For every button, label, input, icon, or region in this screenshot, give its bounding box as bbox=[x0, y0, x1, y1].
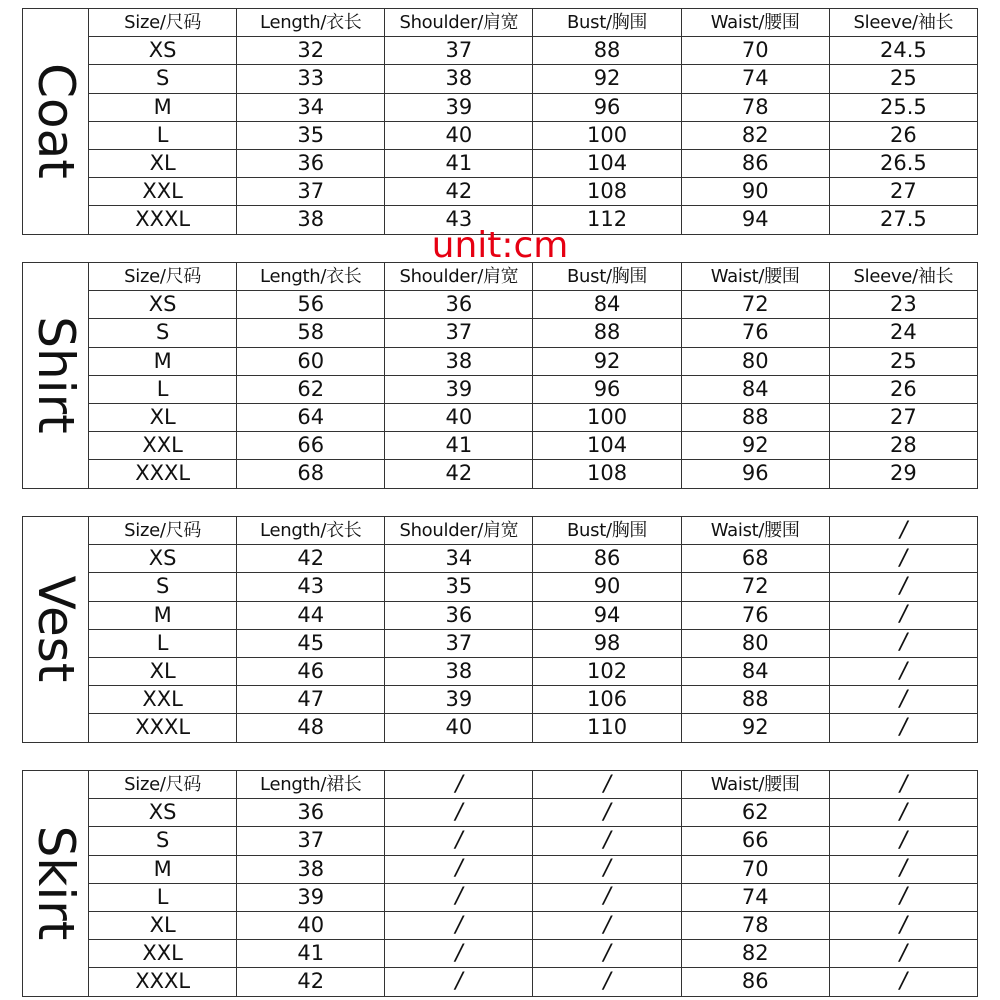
table-row bbox=[23, 149, 978, 177]
size-cell: S bbox=[89, 573, 237, 601]
value-cell: 40 bbox=[385, 121, 533, 149]
value-cell: 88 bbox=[681, 403, 829, 431]
table-row bbox=[23, 601, 978, 629]
size-table-vest bbox=[22, 516, 978, 743]
value-cell: 70 bbox=[681, 855, 829, 883]
value-cell: 37 bbox=[237, 178, 385, 206]
value-cell: / bbox=[829, 629, 977, 657]
column-header: Shoulder/肩宽 bbox=[385, 9, 533, 37]
table-row bbox=[23, 629, 978, 657]
value-cell: 64 bbox=[237, 403, 385, 431]
value-cell: 39 bbox=[385, 375, 533, 403]
value-cell: / bbox=[533, 827, 681, 855]
size-cell: XS bbox=[89, 37, 237, 65]
value-cell: / bbox=[385, 968, 533, 996]
size-cell: L bbox=[89, 883, 237, 911]
value-cell: 47 bbox=[237, 686, 385, 714]
value-cell: 82 bbox=[681, 940, 829, 968]
value-cell: 80 bbox=[681, 347, 829, 375]
value-cell: 88 bbox=[533, 37, 681, 65]
column-header: Size/尺码 bbox=[89, 263, 237, 291]
column-header: / bbox=[829, 517, 977, 545]
value-cell: 35 bbox=[385, 573, 533, 601]
table-row bbox=[23, 93, 978, 121]
value-cell: 96 bbox=[681, 460, 829, 488]
value-cell: 25 bbox=[829, 65, 977, 93]
value-cell: / bbox=[829, 968, 977, 996]
value-cell: 94 bbox=[533, 601, 681, 629]
size-cell: XL bbox=[89, 149, 237, 177]
value-cell: / bbox=[829, 883, 977, 911]
size-cell: XS bbox=[89, 545, 237, 573]
value-cell: / bbox=[829, 686, 977, 714]
value-cell: 45 bbox=[237, 629, 385, 657]
value-cell: 80 bbox=[681, 629, 829, 657]
value-cell: 102 bbox=[533, 657, 681, 685]
table-row bbox=[23, 686, 978, 714]
size-cell: XXL bbox=[89, 178, 237, 206]
table-row bbox=[23, 432, 978, 460]
value-cell: 82 bbox=[681, 121, 829, 149]
value-cell: 36 bbox=[385, 291, 533, 319]
value-cell: 86 bbox=[681, 149, 829, 177]
size-cell: M bbox=[89, 601, 237, 629]
value-cell: 92 bbox=[533, 65, 681, 93]
size-cell: XL bbox=[89, 657, 237, 685]
garment-label: Skirt bbox=[26, 825, 85, 941]
value-cell: 34 bbox=[385, 545, 533, 573]
garment-label-cell bbox=[23, 263, 89, 489]
size-cell: XXXL bbox=[89, 968, 237, 996]
value-cell: 40 bbox=[385, 403, 533, 431]
value-cell: / bbox=[385, 827, 533, 855]
table-row bbox=[23, 714, 978, 742]
value-cell: 100 bbox=[533, 403, 681, 431]
value-cell: 48 bbox=[237, 714, 385, 742]
value-cell: 34 bbox=[237, 93, 385, 121]
value-cell: 38 bbox=[237, 855, 385, 883]
value-cell: 37 bbox=[385, 319, 533, 347]
value-cell: 39 bbox=[237, 883, 385, 911]
value-cell: 86 bbox=[533, 545, 681, 573]
value-cell: 40 bbox=[385, 714, 533, 742]
value-cell: 26 bbox=[829, 375, 977, 403]
value-cell: / bbox=[385, 940, 533, 968]
value-cell: 76 bbox=[681, 601, 829, 629]
value-cell: 26.5 bbox=[829, 149, 977, 177]
value-cell: 62 bbox=[681, 799, 829, 827]
value-cell: / bbox=[533, 940, 681, 968]
column-header: Bust/胸围 bbox=[533, 263, 681, 291]
garment-label: Vest bbox=[26, 575, 85, 683]
value-cell: 33 bbox=[237, 65, 385, 93]
value-cell: 110 bbox=[533, 714, 681, 742]
value-cell: 104 bbox=[533, 149, 681, 177]
column-header: Waist/腰围 bbox=[681, 517, 829, 545]
table-row bbox=[23, 545, 978, 573]
table-row bbox=[23, 657, 978, 685]
size-table-shirt bbox=[22, 262, 978, 489]
value-cell: / bbox=[385, 911, 533, 939]
value-cell: 98 bbox=[533, 629, 681, 657]
value-cell: 25 bbox=[829, 347, 977, 375]
garment-label: Shirt bbox=[26, 316, 85, 434]
value-cell: 36 bbox=[385, 601, 533, 629]
column-header: Sleeve/袖长 bbox=[829, 9, 977, 37]
table-row bbox=[23, 121, 978, 149]
table-header-row bbox=[23, 9, 978, 37]
table-row bbox=[23, 855, 978, 883]
value-cell: 100 bbox=[533, 121, 681, 149]
garment-label: Coat bbox=[26, 63, 85, 180]
value-cell: 25.5 bbox=[829, 93, 977, 121]
value-cell: 92 bbox=[681, 432, 829, 460]
value-cell: 23 bbox=[829, 291, 977, 319]
value-cell: 106 bbox=[533, 686, 681, 714]
value-cell: / bbox=[385, 799, 533, 827]
value-cell: 41 bbox=[385, 432, 533, 460]
unit-label: unit:cm bbox=[431, 225, 569, 266]
value-cell: / bbox=[829, 940, 977, 968]
value-cell: 66 bbox=[681, 827, 829, 855]
table-row bbox=[23, 940, 978, 968]
size-cell: XXXL bbox=[89, 206, 237, 234]
size-cell: XXL bbox=[89, 686, 237, 714]
table-row bbox=[23, 319, 978, 347]
value-cell: / bbox=[533, 968, 681, 996]
size-cell: XXL bbox=[89, 432, 237, 460]
column-header: Shoulder/肩宽 bbox=[385, 517, 533, 545]
value-cell: 44 bbox=[237, 601, 385, 629]
size-table-coat bbox=[22, 8, 978, 235]
size-cell: L bbox=[89, 629, 237, 657]
table-header-row bbox=[23, 771, 978, 799]
value-cell: 92 bbox=[681, 714, 829, 742]
table-row bbox=[23, 403, 978, 431]
table-row bbox=[23, 347, 978, 375]
size-cell: M bbox=[89, 347, 237, 375]
table-row bbox=[23, 65, 978, 93]
value-cell: 46 bbox=[237, 657, 385, 685]
value-cell: 68 bbox=[681, 545, 829, 573]
value-cell: 86 bbox=[681, 968, 829, 996]
column-header: / bbox=[829, 771, 977, 799]
value-cell: 62 bbox=[237, 375, 385, 403]
size-cell: XXXL bbox=[89, 714, 237, 742]
column-header: Length/裙长 bbox=[237, 771, 385, 799]
value-cell: 74 bbox=[681, 883, 829, 911]
value-cell: 90 bbox=[533, 573, 681, 601]
value-cell: / bbox=[533, 883, 681, 911]
value-cell: 37 bbox=[237, 827, 385, 855]
value-cell: 42 bbox=[385, 178, 533, 206]
value-cell: / bbox=[533, 855, 681, 883]
value-cell: 28 bbox=[829, 432, 977, 460]
value-cell: 40 bbox=[237, 911, 385, 939]
column-header: / bbox=[385, 771, 533, 799]
table-row bbox=[23, 799, 978, 827]
value-cell: 56 bbox=[237, 291, 385, 319]
value-cell: 66 bbox=[237, 432, 385, 460]
table-row bbox=[23, 460, 978, 488]
value-cell: 92 bbox=[533, 347, 681, 375]
value-cell: 84 bbox=[681, 657, 829, 685]
table-header-row bbox=[23, 517, 978, 545]
value-cell: 88 bbox=[681, 686, 829, 714]
value-cell: 74 bbox=[681, 65, 829, 93]
column-header: Size/尺码 bbox=[89, 517, 237, 545]
table-row bbox=[23, 37, 978, 65]
size-cell: S bbox=[89, 319, 237, 347]
value-cell: 60 bbox=[237, 347, 385, 375]
garment-label-cell bbox=[23, 771, 89, 997]
value-cell: / bbox=[829, 601, 977, 629]
column-header: / bbox=[533, 771, 681, 799]
table-row bbox=[23, 375, 978, 403]
column-header: Waist/腰围 bbox=[681, 263, 829, 291]
column-header: Bust/胸围 bbox=[533, 517, 681, 545]
value-cell: 26 bbox=[829, 121, 977, 149]
value-cell: / bbox=[385, 883, 533, 911]
value-cell: 88 bbox=[533, 319, 681, 347]
value-cell: 72 bbox=[681, 573, 829, 601]
size-cell: XS bbox=[89, 291, 237, 319]
value-cell: / bbox=[829, 545, 977, 573]
value-cell: 38 bbox=[385, 65, 533, 93]
value-cell: 38 bbox=[385, 347, 533, 375]
value-cell: 96 bbox=[533, 93, 681, 121]
value-cell: 37 bbox=[385, 629, 533, 657]
size-cell: L bbox=[89, 375, 237, 403]
value-cell: / bbox=[829, 799, 977, 827]
value-cell: 78 bbox=[681, 911, 829, 939]
size-cell: S bbox=[89, 827, 237, 855]
value-cell: 42 bbox=[237, 545, 385, 573]
value-cell: 76 bbox=[681, 319, 829, 347]
value-cell: 104 bbox=[533, 432, 681, 460]
garment-label-cell bbox=[23, 517, 89, 743]
value-cell: 94 bbox=[681, 206, 829, 234]
value-cell: 84 bbox=[681, 375, 829, 403]
value-cell: 27 bbox=[829, 403, 977, 431]
column-header: Size/尺码 bbox=[89, 771, 237, 799]
table-row bbox=[23, 827, 978, 855]
table-row bbox=[23, 911, 978, 939]
value-cell: 112 bbox=[533, 206, 681, 234]
table-row bbox=[23, 968, 978, 996]
size-cell: XXXL bbox=[89, 460, 237, 488]
value-cell: / bbox=[533, 799, 681, 827]
table-row bbox=[23, 573, 978, 601]
value-cell: 96 bbox=[533, 375, 681, 403]
value-cell: 24.5 bbox=[829, 37, 977, 65]
column-header: Shoulder/肩宽 bbox=[385, 263, 533, 291]
value-cell: 72 bbox=[681, 291, 829, 319]
value-cell: 108 bbox=[533, 178, 681, 206]
value-cell: 42 bbox=[385, 460, 533, 488]
garment-label-cell bbox=[23, 9, 89, 235]
column-header: Waist/腰围 bbox=[681, 9, 829, 37]
size-cell: M bbox=[89, 855, 237, 883]
value-cell: 27.5 bbox=[829, 206, 977, 234]
size-cell: M bbox=[89, 93, 237, 121]
value-cell: 90 bbox=[681, 178, 829, 206]
column-header: Bust/胸围 bbox=[533, 9, 681, 37]
table-row bbox=[23, 883, 978, 911]
value-cell: 37 bbox=[385, 37, 533, 65]
column-header: Waist/腰围 bbox=[681, 771, 829, 799]
size-table-skirt bbox=[22, 770, 978, 997]
value-cell: 39 bbox=[385, 93, 533, 121]
value-cell: 78 bbox=[681, 93, 829, 121]
value-cell: / bbox=[829, 714, 977, 742]
value-cell: / bbox=[533, 911, 681, 939]
value-cell: 38 bbox=[237, 206, 385, 234]
column-header: Length/衣长 bbox=[237, 517, 385, 545]
value-cell: / bbox=[829, 827, 977, 855]
value-cell: 84 bbox=[533, 291, 681, 319]
column-header: Sleeve/袖长 bbox=[829, 263, 977, 291]
value-cell: 39 bbox=[385, 686, 533, 714]
value-cell: / bbox=[829, 657, 977, 685]
value-cell: 43 bbox=[237, 573, 385, 601]
value-cell: 70 bbox=[681, 37, 829, 65]
table-row bbox=[23, 291, 978, 319]
table-header-row bbox=[23, 263, 978, 291]
size-cell: XS bbox=[89, 799, 237, 827]
value-cell: / bbox=[829, 911, 977, 939]
size-cell: L bbox=[89, 121, 237, 149]
value-cell: 108 bbox=[533, 460, 681, 488]
value-cell: / bbox=[829, 573, 977, 601]
column-header: Length/衣长 bbox=[237, 263, 385, 291]
value-cell: / bbox=[385, 855, 533, 883]
value-cell: 41 bbox=[385, 149, 533, 177]
table-row bbox=[23, 178, 978, 206]
value-cell: 29 bbox=[829, 460, 977, 488]
value-cell: 36 bbox=[237, 149, 385, 177]
size-cell: XXL bbox=[89, 940, 237, 968]
size-cell: XL bbox=[89, 403, 237, 431]
column-header: Length/衣长 bbox=[237, 9, 385, 37]
value-cell: 58 bbox=[237, 319, 385, 347]
value-cell: 43 bbox=[385, 206, 533, 234]
column-header: Size/尺码 bbox=[89, 9, 237, 37]
value-cell: 36 bbox=[237, 799, 385, 827]
size-cell: XL bbox=[89, 911, 237, 939]
value-cell: 32 bbox=[237, 37, 385, 65]
value-cell: 35 bbox=[237, 121, 385, 149]
value-cell: 41 bbox=[237, 940, 385, 968]
value-cell: 27 bbox=[829, 178, 977, 206]
size-cell: S bbox=[89, 65, 237, 93]
value-cell: 38 bbox=[385, 657, 533, 685]
value-cell: 68 bbox=[237, 460, 385, 488]
value-cell: 24 bbox=[829, 319, 977, 347]
value-cell: / bbox=[829, 855, 977, 883]
value-cell: 42 bbox=[237, 968, 385, 996]
